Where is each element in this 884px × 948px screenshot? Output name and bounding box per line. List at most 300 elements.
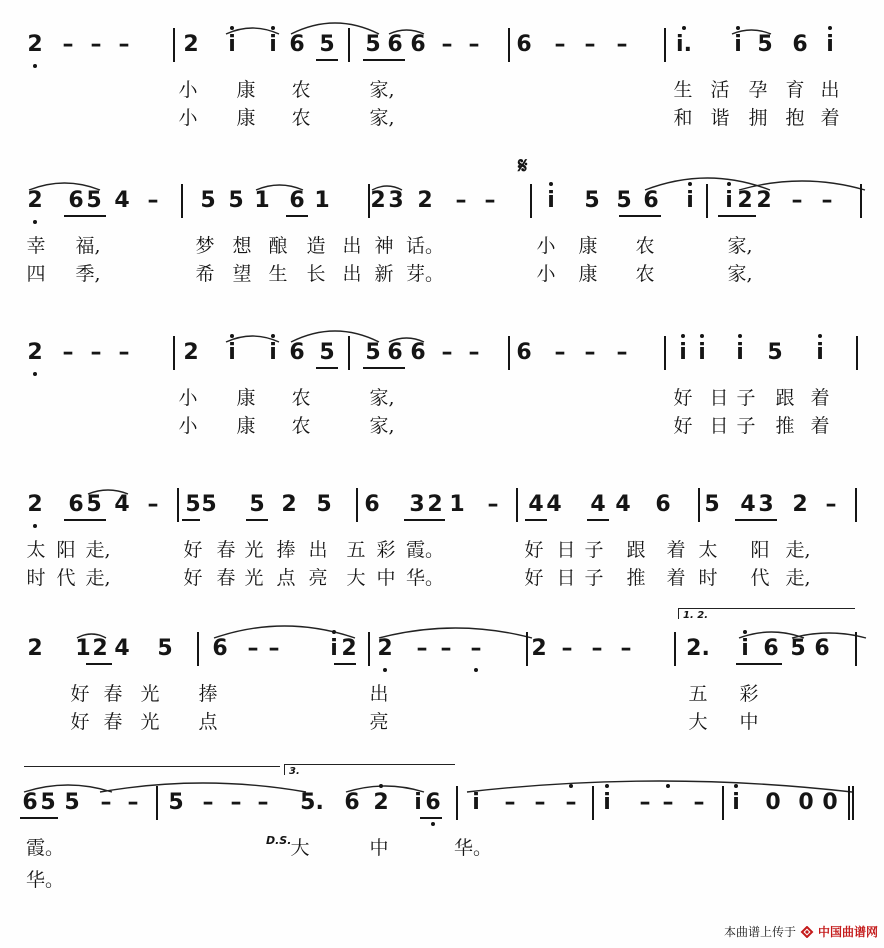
staff-line-6 [0, 766, 884, 910]
lyric: 日 [709, 387, 729, 409]
octave-dot [33, 524, 37, 528]
barline [856, 336, 858, 370]
octave-dot [379, 784, 383, 788]
note: – [127, 790, 139, 815]
note: 5 [365, 32, 381, 57]
lyric: 好 [183, 567, 203, 589]
note: 6 [814, 636, 830, 661]
note: i [472, 790, 480, 815]
note: 5 [316, 492, 332, 517]
octave-dot [736, 26, 740, 30]
note: i [698, 340, 706, 365]
note: – [268, 636, 280, 661]
lyric: 光 [140, 683, 160, 705]
note: 5 [704, 492, 720, 517]
lyric: 点 [276, 567, 296, 589]
octave-dot [474, 668, 478, 672]
lyric: 想 [232, 235, 252, 257]
note: – [147, 492, 159, 517]
note: – [639, 790, 651, 815]
underline [420, 817, 442, 819]
note: 5 [157, 636, 173, 661]
lyric: 跟 [775, 387, 795, 409]
note: 4 [114, 636, 130, 661]
barline [592, 786, 594, 820]
lyric: 走, [785, 539, 811, 561]
barline [197, 632, 199, 666]
lyric: 彩 [739, 683, 759, 705]
note: i [686, 188, 694, 213]
lyric: 家, [369, 415, 395, 437]
octave-dot [743, 630, 747, 634]
note: i [679, 340, 687, 365]
lyric: 育 [785, 79, 805, 101]
lyric: 日 [709, 415, 729, 437]
row6-top-tie [24, 766, 280, 767]
note: – [584, 32, 596, 57]
lyric: 农 [291, 107, 311, 129]
note: 6 [68, 188, 84, 213]
octave-dot [383, 668, 387, 672]
note: i [269, 340, 277, 365]
note: 6 [289, 340, 305, 365]
octave-dot [605, 784, 609, 788]
note: 6 [289, 188, 305, 213]
lyric: 小 [178, 79, 198, 101]
note: 6 [344, 790, 360, 815]
lyric: 出 [369, 683, 389, 705]
octave-dot [734, 784, 738, 788]
note: 5 [319, 32, 335, 57]
lyric: 华。 [26, 869, 65, 891]
lyric: 家, [727, 263, 753, 285]
octave-dot [230, 334, 234, 338]
lyric: 农 [291, 387, 311, 409]
barline [516, 488, 518, 522]
barline [368, 632, 370, 666]
lyric: 大 [290, 837, 310, 859]
barline [860, 184, 862, 218]
note: – [90, 32, 102, 57]
note: i [816, 340, 824, 365]
note: 5. [300, 790, 324, 815]
underline [64, 519, 106, 521]
underline [246, 519, 268, 521]
lyric: 农 [635, 263, 655, 285]
underline [86, 663, 112, 665]
note: – [616, 32, 628, 57]
note: – [441, 340, 453, 365]
barline [855, 632, 857, 666]
lyric: 着 [666, 539, 686, 561]
lyric: 康 [236, 107, 256, 129]
lyric: 新 [374, 263, 394, 285]
barline [526, 632, 528, 666]
lyric: 华。 [406, 567, 445, 589]
lyric: 康 [236, 415, 256, 437]
octave-dot [33, 220, 37, 224]
lyric: 出 [820, 79, 840, 101]
lyric: 代 [750, 567, 770, 589]
underline [64, 215, 106, 217]
lyric: 家, [369, 79, 395, 101]
note: – [662, 790, 674, 815]
underline [334, 663, 356, 665]
barline [530, 184, 532, 218]
lyric: 走, [85, 567, 111, 589]
lyric: 好 [183, 539, 203, 561]
note: 6 [68, 492, 84, 517]
lyric: 时 [698, 567, 718, 589]
lyric: 好 [70, 711, 90, 733]
lyric: 春 [103, 711, 123, 733]
note: i. [676, 32, 692, 57]
note: 2 [27, 340, 43, 365]
lyric: 日 [556, 567, 576, 589]
note: 5 [168, 790, 184, 815]
underline [316, 367, 338, 369]
octave-dot [230, 26, 234, 30]
note: – [202, 790, 214, 815]
lyric: 子 [736, 415, 756, 437]
underline [316, 59, 338, 61]
ds-marker: D.S. [266, 834, 292, 847]
note: 5 [584, 188, 600, 213]
note: 6 [212, 636, 228, 661]
lyric: 抱 [785, 107, 805, 129]
note: – [825, 492, 837, 517]
lyric: 着 [820, 107, 840, 129]
note: 2 [417, 188, 433, 213]
underline [363, 59, 405, 61]
lyric: 日 [556, 539, 576, 561]
note: – [591, 636, 603, 661]
note: i [228, 340, 236, 365]
lyric: 农 [635, 235, 655, 257]
note: 2 [756, 188, 772, 213]
staff-line-5 [0, 610, 884, 756]
note: – [440, 636, 452, 661]
note: 2 [377, 636, 393, 661]
octave-dot [738, 334, 742, 338]
barline [706, 184, 708, 218]
octave-dot [549, 182, 553, 186]
octave-dot [569, 784, 573, 788]
note: – [470, 636, 482, 661]
octave-dot [271, 334, 275, 338]
lyric: 好 [70, 683, 90, 705]
lyric: 中 [739, 711, 759, 733]
lyric: 生 [268, 263, 288, 285]
lyric: 福, [75, 235, 101, 257]
note: – [504, 790, 516, 815]
lyric: 着 [810, 387, 830, 409]
note: – [100, 790, 112, 815]
note: 2 [427, 492, 443, 517]
underline [404, 519, 445, 521]
barline [356, 488, 358, 522]
note: 1 [314, 188, 330, 213]
lyric: 春 [216, 539, 236, 561]
lyric: 孕 [748, 79, 768, 101]
note: 5 [40, 790, 56, 815]
note: i [736, 340, 744, 365]
lyric: 家, [727, 235, 753, 257]
barline [664, 28, 666, 62]
note: 6 [655, 492, 671, 517]
lyric: 话。 [406, 235, 445, 257]
octave-dot [33, 64, 37, 68]
note: 6 [792, 32, 808, 57]
barline [848, 786, 850, 820]
lyric: 大 [346, 567, 366, 589]
note: 1 [254, 188, 270, 213]
underline [182, 519, 200, 521]
note: 2 [373, 790, 389, 815]
lyric: 好 [673, 415, 693, 437]
barline [456, 786, 458, 820]
note: 2 [370, 188, 386, 213]
note: 5 [201, 492, 217, 517]
underline [735, 519, 777, 521]
barline [722, 786, 724, 820]
note: – [62, 340, 74, 365]
lyric: 康 [578, 263, 598, 285]
lyric: 出 [342, 235, 362, 257]
octave-dot [818, 334, 822, 338]
lyric: 酿 [268, 235, 288, 257]
note: i [330, 636, 338, 661]
note: – [468, 32, 480, 57]
segno-sign: 𝄋 [518, 154, 528, 179]
lyric: 造 [306, 235, 326, 257]
note: 5 [616, 188, 632, 213]
note: 1 [449, 492, 465, 517]
site-logo-icon [800, 926, 814, 938]
lyric: 神 [374, 235, 394, 257]
note: – [620, 636, 632, 661]
lyric: 霞。 [26, 837, 65, 859]
lyric: 推 [775, 415, 795, 437]
octave-dot [700, 334, 704, 338]
note: i [826, 32, 834, 57]
lyric: 子 [736, 387, 756, 409]
barline [181, 184, 183, 218]
octave-dot [271, 26, 275, 30]
note: 5 [228, 188, 244, 213]
lyric: 春 [103, 683, 123, 705]
lyric: 康 [578, 235, 598, 257]
note: 2 [92, 636, 108, 661]
lyric: 中 [369, 837, 389, 859]
note: – [561, 636, 573, 661]
lyric: 长 [306, 263, 326, 285]
lyric: 子 [584, 567, 604, 589]
underline [525, 519, 547, 521]
note: 0 [798, 790, 814, 815]
lyric: 阳 [750, 539, 770, 561]
barline [508, 336, 510, 370]
lyric: 望 [232, 263, 252, 285]
lyric: 大 [688, 711, 708, 733]
note: 6 [643, 188, 659, 213]
lyric: 春 [216, 567, 236, 589]
barline [852, 786, 854, 820]
note: 2 [531, 636, 547, 661]
note: i [547, 188, 555, 213]
note: – [247, 636, 259, 661]
underline [286, 215, 308, 217]
note: 3 [388, 188, 404, 213]
note: – [468, 340, 480, 365]
octave-dot [666, 784, 670, 788]
note: – [147, 188, 159, 213]
barline [156, 786, 158, 820]
note: 5 [790, 636, 806, 661]
note: 6 [364, 492, 380, 517]
octave-dot [681, 334, 685, 338]
note: 6 [410, 340, 426, 365]
octave-dot [332, 630, 336, 634]
note: – [90, 340, 102, 365]
lyric: 时 [26, 567, 46, 589]
lyric: 太 [698, 539, 718, 561]
lyric: 好 [524, 539, 544, 561]
note: 2 [183, 340, 199, 365]
note: 6 [289, 32, 305, 57]
note: – [487, 492, 499, 517]
lyric: 好 [524, 567, 544, 589]
underline [619, 215, 661, 217]
note: 3 [409, 492, 425, 517]
note: 3 [758, 492, 774, 517]
note: 6 [516, 340, 532, 365]
lyric: 彩 [376, 539, 396, 561]
lyric: 亮 [369, 711, 389, 733]
lyric: 康 [236, 79, 256, 101]
lyric: 希 [195, 263, 215, 285]
note: – [230, 790, 242, 815]
lyric: 中 [376, 567, 396, 589]
lyric: 家, [369, 107, 395, 129]
lyric: 小 [536, 235, 556, 257]
note: 5 [64, 790, 80, 815]
underline [718, 215, 756, 217]
note: 2 [183, 32, 199, 57]
note: 5 [757, 32, 773, 57]
underline [20, 817, 58, 819]
barline [664, 336, 666, 370]
note: 6 [410, 32, 426, 57]
lyric: 走, [85, 539, 111, 561]
note: 4 [528, 492, 544, 517]
barline [508, 28, 510, 62]
volta-label: 3. [289, 766, 300, 777]
octave-dot [33, 372, 37, 376]
underline [363, 367, 405, 369]
lyric: 着 [810, 415, 830, 437]
note: 6 [22, 790, 38, 815]
note: 5 [185, 492, 201, 517]
site-name: 中国曲谱网 [817, 925, 878, 939]
note: – [791, 188, 803, 213]
note: 6 [516, 32, 532, 57]
note: i [228, 32, 236, 57]
lyric: 季, [75, 263, 101, 285]
note: 2 [27, 32, 43, 57]
note: – [118, 32, 130, 57]
lyric: 小 [178, 415, 198, 437]
lyric: 光 [140, 711, 160, 733]
note: 5 [200, 188, 216, 213]
lyric: 和 [673, 107, 693, 129]
note: – [62, 32, 74, 57]
note: 5 [86, 492, 102, 517]
underline [736, 663, 782, 665]
lyric: 光 [244, 567, 264, 589]
note: i [725, 188, 733, 213]
note: – [534, 790, 546, 815]
note: 4 [114, 188, 130, 213]
note: 5 [249, 492, 265, 517]
note: 2 [792, 492, 808, 517]
octave-dot [688, 182, 692, 186]
barline [674, 632, 676, 666]
lyric: 幸 [26, 235, 46, 257]
lyric: 亮 [308, 567, 328, 589]
note: 6 [387, 32, 403, 57]
lyric: 四 [26, 263, 46, 285]
note: – [441, 32, 453, 57]
barline [368, 184, 370, 218]
note: – [455, 188, 467, 213]
lyric: 生 [673, 79, 693, 101]
octave-dot [682, 26, 686, 30]
note: – [484, 188, 496, 213]
barline [173, 336, 175, 370]
note: 0 [822, 790, 838, 815]
note: – [257, 790, 269, 815]
note: 2 [27, 636, 43, 661]
lyric: 出 [308, 539, 328, 561]
note: 4 [546, 492, 562, 517]
staff-line-4 [0, 492, 884, 612]
barline [698, 488, 700, 522]
note: – [565, 790, 577, 815]
lyric: 太 [26, 539, 46, 561]
lyric: 康 [236, 387, 256, 409]
note: – [821, 188, 833, 213]
lyric: 五 [688, 683, 708, 705]
lyric: 子 [584, 539, 604, 561]
lyric: 农 [291, 79, 311, 101]
note: 2 [27, 188, 43, 213]
note: 2 [27, 492, 43, 517]
barline [173, 28, 175, 62]
note: 5 [86, 188, 102, 213]
note: 4 [740, 492, 756, 517]
lyric: 芽。 [406, 263, 445, 285]
lyric: 家, [369, 387, 395, 409]
note: 6 [425, 790, 441, 815]
note: 5 [365, 340, 381, 365]
note: i [269, 32, 277, 57]
volta-bracket [678, 608, 855, 619]
note: – [118, 340, 130, 365]
note: 2 [341, 636, 357, 661]
note: – [416, 636, 428, 661]
lyric: 小 [178, 387, 198, 409]
